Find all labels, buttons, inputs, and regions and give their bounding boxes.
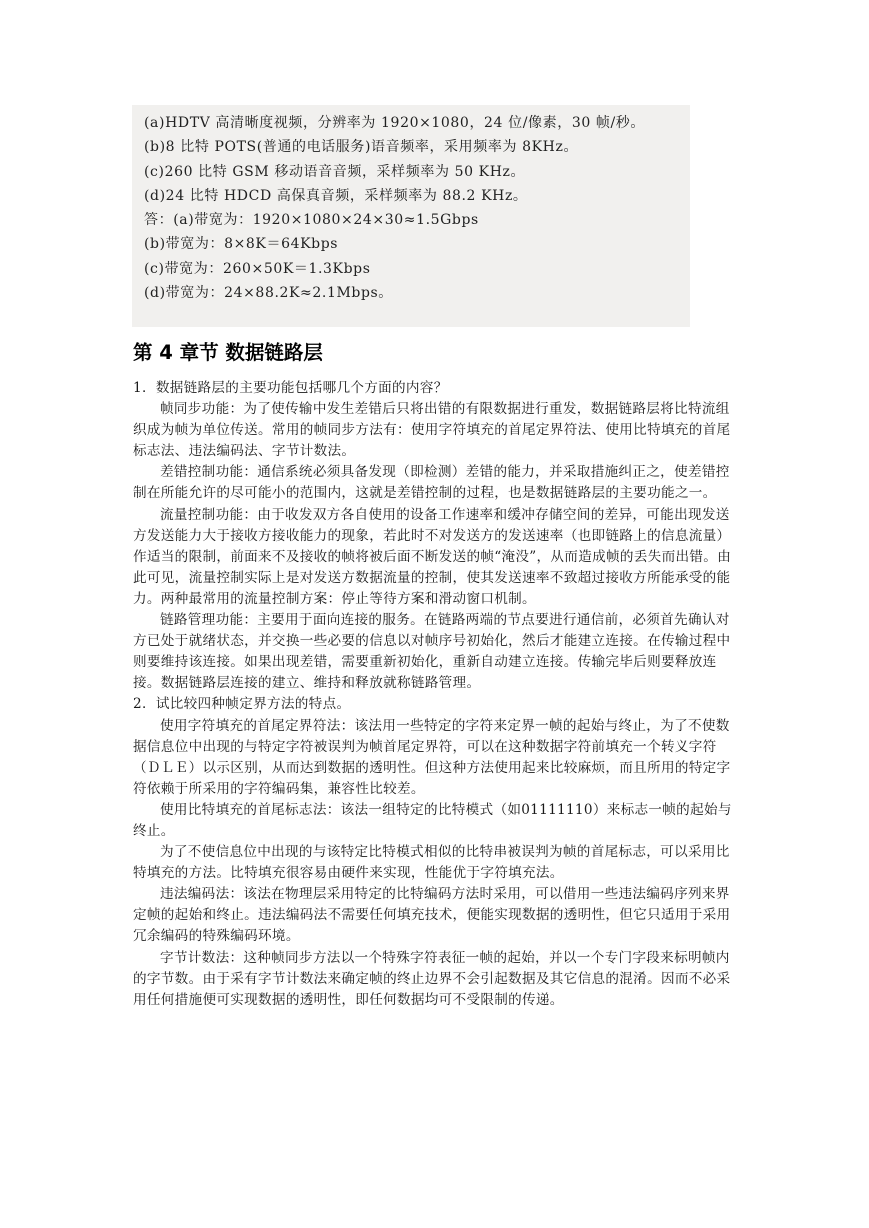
paragraph-flow-control: 流量控制功能：由于收发双方各自使用的设备工作速率和缓冲存储空间的差异，可能出现发送方发送能力大于接收方接收能力的现象，若此时不对发送方的发送速率（也即链路上的信息流量）作适当的限制，前面来不及接收的帧将被后面不断发送的帧“淹没”，从而造成帧的丢失而出错。由此可见，流量控制实际上是对发送方数据流量的控制，使其发送速率不致超过接收方所能承受的能力。两种最常用的流量控制方案：停止等待方案和滑动窗口机制。 <box>133 506 732 607</box>
scan-answer-a: 答：(a)带宽为：1920×1080×24×30≈1.5Gbps <box>144 212 479 229</box>
scan-line-d: (d)24 比特 HDCD 高保真音频，采样频率为 88.2 KHz。 <box>144 187 528 204</box>
question-2: 2．试比较四种帧定界方法的特点。 <box>133 696 351 713</box>
document-body <box>133 378 739 1011</box>
scan-answer-d: (d)带宽为：24×88.2K≈2.1Mbps。 <box>144 285 393 302</box>
paragraph-bit-stuffing-detail: 为了不使信息位中出现的与该特定比特模式相似的比特串被误判为帧的首尾标志，可以采用比特填充的方法。比特填充很容易由硬件来实现，性能优于字符填充法。 <box>133 844 730 882</box>
question-1: 1．数据链路层的主要功能包括哪几个方面的内容？ <box>133 380 448 396</box>
paragraph-frame-sync: 帧同步功能：为了使传输中发生差错后只将出错的有限数据进行重发，数据链路层将比特流组织成为帧为单位传送。常用的帧同步方法有：使用字符填充的首尾定界符法、使用比特填充的首尾标志法、违法编码法、字节计数法。 <box>133 401 731 460</box>
paragraph-char-stuffing: 使用字符填充的首尾定界符法：该法用一些特定的字符来定界一帧的起始与终止，为了不使数据信息位中出现的与特定字符被误判为帧首尾定界符，可以在这种数据字符前填充一个转义字符（ＤＬＥ）以示区别，从而达到数据的透明性。但这种方法使用起来比较麻烦，而且所用的特定字符依赖于所采用的字符编码集，兼容性比较差。 <box>133 717 731 797</box>
scan-line-a: (a)HDTV 高清晰度视频，分辨率为 1920×1080，24 位/像素，30 帧/秒。 <box>144 115 646 131</box>
paragraph-link-management: 链路管理功能：主要用于面向连接的服务。在链路两端的节点要进行通信前，必须首先确认对方已处于就绪状态，并交换一些必要的信息以对帧序号初始化，然后才能建立连接。在传输过程中则要维持该连接。如果出现差错，需要重新初始化，重新自动建立连接。传输完毕后则要释放连接。数据链路层连接的建立、维持和释放就称链路管理。 <box>133 612 731 692</box>
scan-answer-b: (b)带宽为：8×8K＝64Kbps <box>144 236 339 253</box>
paragraph-error-control: 差错控制功能：通信系统必须具备发现（即检测）差错的能力，并采取措施纠正之，使差错控制在所能允许的尽可能小的范围内，这就是差错控制的过程，也是数据链路层的主要功能之一。 <box>133 464 730 502</box>
scan-line-c: (c)260 比特 GSM 移动语音音频，采样频率为 50 KHz。 <box>144 163 526 180</box>
scan-line-b: (b)8 比特 POTS(普通的电话服务)语音频率，采用频率为 8KHz。 <box>144 139 579 156</box>
chapter-title: 第 4 章节 数据链路层 <box>133 341 323 364</box>
scanned-exercise-image <box>132 105 690 327</box>
paragraph-bit-stuffing: 使用比特填充的首尾标志法：该法一组特定的比特模式（如01111110）来标志一帧的起始与终止。 <box>133 801 732 839</box>
scan-answer-c: (c)带宽为：260×50K＝1.3Kbps <box>144 260 371 277</box>
paragraph-violation-coding: 违法编码法：该法在物理层采用特定的比特编码方法时采用，可以借用一些违法编码序列来界定帧的起始和终止。违法编码法不需要任何填充技术，便能实现数据的透明性，但它只适用于采用冗余编码的特殊编码环境。 <box>133 886 731 945</box>
paragraph-byte-count: 字节计数法：这种帧同步方法以一个特殊字符表征一帧的起始，并以一个专门字段来标明帧内的字节数。由于采有字节计数法来确定帧的终止边界不会引起数据及其它信息的混淆。因而不必采用任何措施便可实现数据的透明性，即任何数据均可不受限制的传递。 <box>133 949 731 1008</box>
